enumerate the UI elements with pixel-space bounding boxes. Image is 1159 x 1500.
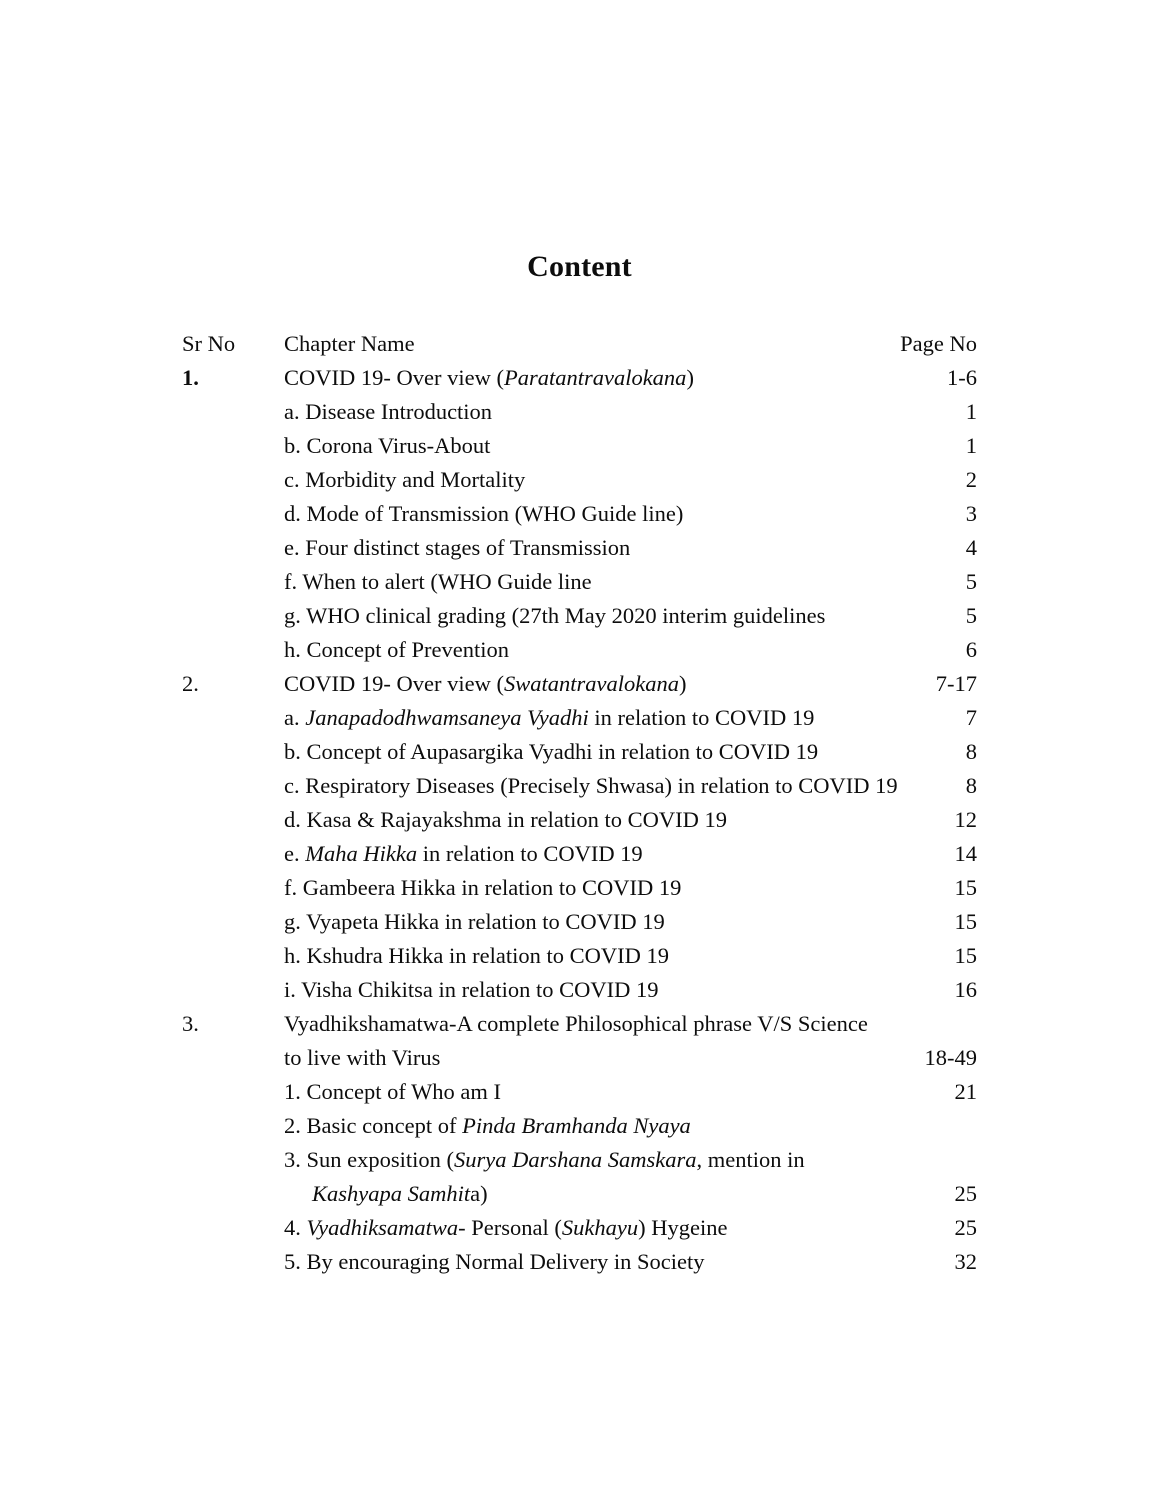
toc-row <box>182 1245 977 1279</box>
toc-row-sr-no: 2. <box>182 671 199 696</box>
toc-rows <box>182 361 977 1279</box>
toc-row-chapter-name: f. When to alert (WHO Guide line <box>284 569 592 594</box>
page-title: Content <box>527 250 632 283</box>
toc-row-chapter-name: h. Concept of Prevention <box>284 637 509 662</box>
toc-row-chapter-name: 3. Sun exposition (Surya Darshana Samskara, mention in <box>284 1147 805 1172</box>
toc-row-page-no: 12 <box>954 807 977 832</box>
toc-row <box>182 1211 977 1245</box>
toc-row <box>182 395 977 429</box>
toc-row <box>182 735 977 769</box>
toc-row-chapter-name: e. Four distinct stages of Transmission <box>284 535 631 560</box>
toc-row-page-no: 4 <box>965 535 977 560</box>
toc-row-page-no: 14 <box>954 841 977 866</box>
toc-row-chapter-name: d. Mode of Transmission (WHO Guide line) <box>284 501 684 526</box>
toc-row-page-no: 5 <box>965 603 977 628</box>
column-header-chapter-name: Chapter Name <box>284 331 415 356</box>
toc-row-page-no: 1 <box>965 433 977 458</box>
toc-row <box>182 939 977 973</box>
toc-row-chapter-name: 1. Concept of Who am I <box>284 1079 502 1104</box>
toc-row-chapter-name: 2. Basic concept of Pinda Bramhanda Nyaya <box>284 1113 691 1138</box>
toc-row-page-no: 8 <box>965 773 977 798</box>
toc-row <box>182 667 977 701</box>
toc-row-chapter-name: to live with Virus <box>284 1045 441 1070</box>
column-header-page-no: Page No <box>900 331 977 356</box>
toc-row <box>182 565 977 599</box>
toc-row-chapter-name: COVID 19- Over view (Swatantravalokana) <box>284 671 687 696</box>
toc-row-sr-no: 3. <box>182 1011 199 1036</box>
toc-row-chapter-name: a. Disease Introduction <box>284 399 493 424</box>
toc-row-chapter-name: c. Respiratory Diseases (Precisely Shwasa) in relation to COVID 19 <box>284 773 898 798</box>
toc-row <box>182 599 977 633</box>
toc-row-page-no: 7 <box>965 705 977 730</box>
toc-row-page-no: 32 <box>954 1249 977 1274</box>
toc-row-chapter-name: i. Visha Chikitsa in relation to COVID 19 <box>284 977 659 1002</box>
toc-row-chapter-name: Kashyapa Samhita) <box>312 1181 488 1206</box>
toc-header-row <box>182 327 977 361</box>
toc-row-page-no: 6 <box>965 637 977 662</box>
toc-row-page-no: 25 <box>954 1215 977 1240</box>
toc-row-page-no: 5 <box>965 569 977 594</box>
toc-row <box>182 1109 977 1143</box>
toc-row <box>182 871 977 905</box>
toc-row-page-no: 3 <box>965 501 977 526</box>
toc-row-page-no: 1 <box>965 399 977 424</box>
toc-row <box>182 701 977 735</box>
toc-row <box>182 905 977 939</box>
toc-row <box>182 1177 977 1211</box>
toc-row-page-no: 8 <box>965 739 977 764</box>
toc-row-page-no: 7-17 <box>935 671 977 696</box>
toc-row-chapter-name: Vyadhikshamatwa-A complete Philosophical phrase V/S Science <box>284 1011 868 1036</box>
toc-row-page-no: 21 <box>954 1079 977 1104</box>
toc-row-page-no: 15 <box>954 875 977 900</box>
toc-row-chapter-name: a. Janapadodhwamsaneya Vyadhi in relation to COVID 19 <box>284 705 815 730</box>
toc-row-chapter-name: g. WHO clinical grading (27th May 2020 interim guidelines <box>284 603 826 628</box>
column-header-sr-no: Sr No <box>182 331 236 356</box>
toc-row-chapter-name: e. Maha Hikka in relation to COVID 19 <box>284 841 643 866</box>
toc-row <box>182 633 977 667</box>
toc-row-page-no: 15 <box>954 909 977 934</box>
toc-row-chapter-name: g. Vyapeta Hikka in relation to COVID 19 <box>284 909 665 934</box>
toc-row-chapter-name: COVID 19- Over view (Paratantravalokana) <box>284 365 694 390</box>
toc-row-chapter-name: c. Morbidity and Mortality <box>284 467 526 492</box>
toc-row-chapter-name: d. Kasa & Rajayakshma in relation to COVID 19 <box>284 807 728 832</box>
toc-row <box>182 463 977 497</box>
toc-row <box>182 497 977 531</box>
toc-row-page-no: 1-6 <box>947 365 977 390</box>
toc-row <box>182 1075 977 1109</box>
toc-row-sr-no: 1. <box>182 365 199 390</box>
table-of-contents <box>182 327 977 1279</box>
toc-row-chapter-name: b. Concept of Aupasargika Vyadhi in relation to COVID 19 <box>284 739 819 764</box>
toc-row <box>182 973 977 1007</box>
toc-row <box>182 837 977 871</box>
toc-row-page-no: 18-49 <box>924 1045 977 1070</box>
toc-row <box>182 1007 977 1041</box>
toc-row <box>182 361 977 395</box>
toc-row-chapter-name: f. Gambeera Hikka in relation to COVID 19 <box>284 875 682 900</box>
toc-row <box>182 1041 977 1075</box>
toc-row <box>182 429 977 463</box>
toc-row <box>182 769 977 803</box>
toc-row <box>182 1143 977 1177</box>
toc-row-chapter-name: b. Corona Virus-About <box>284 433 491 458</box>
toc-row-page-no: 25 <box>954 1181 977 1206</box>
toc-row-chapter-name: 5. By encouraging Normal Delivery in Society <box>284 1249 705 1274</box>
toc-row-chapter-name: h. Kshudra Hikka in relation to COVID 19 <box>284 943 669 968</box>
toc-row-page-no: 15 <box>954 943 977 968</box>
toc-row <box>182 531 977 565</box>
toc-row-chapter-name: 4. Vyadhiksamatwa- Personal (Sukhayu) Hygeine <box>284 1215 728 1240</box>
toc-row-page-no: 16 <box>954 977 977 1002</box>
toc-row-page-no: 2 <box>965 467 977 492</box>
toc-row <box>182 803 977 837</box>
